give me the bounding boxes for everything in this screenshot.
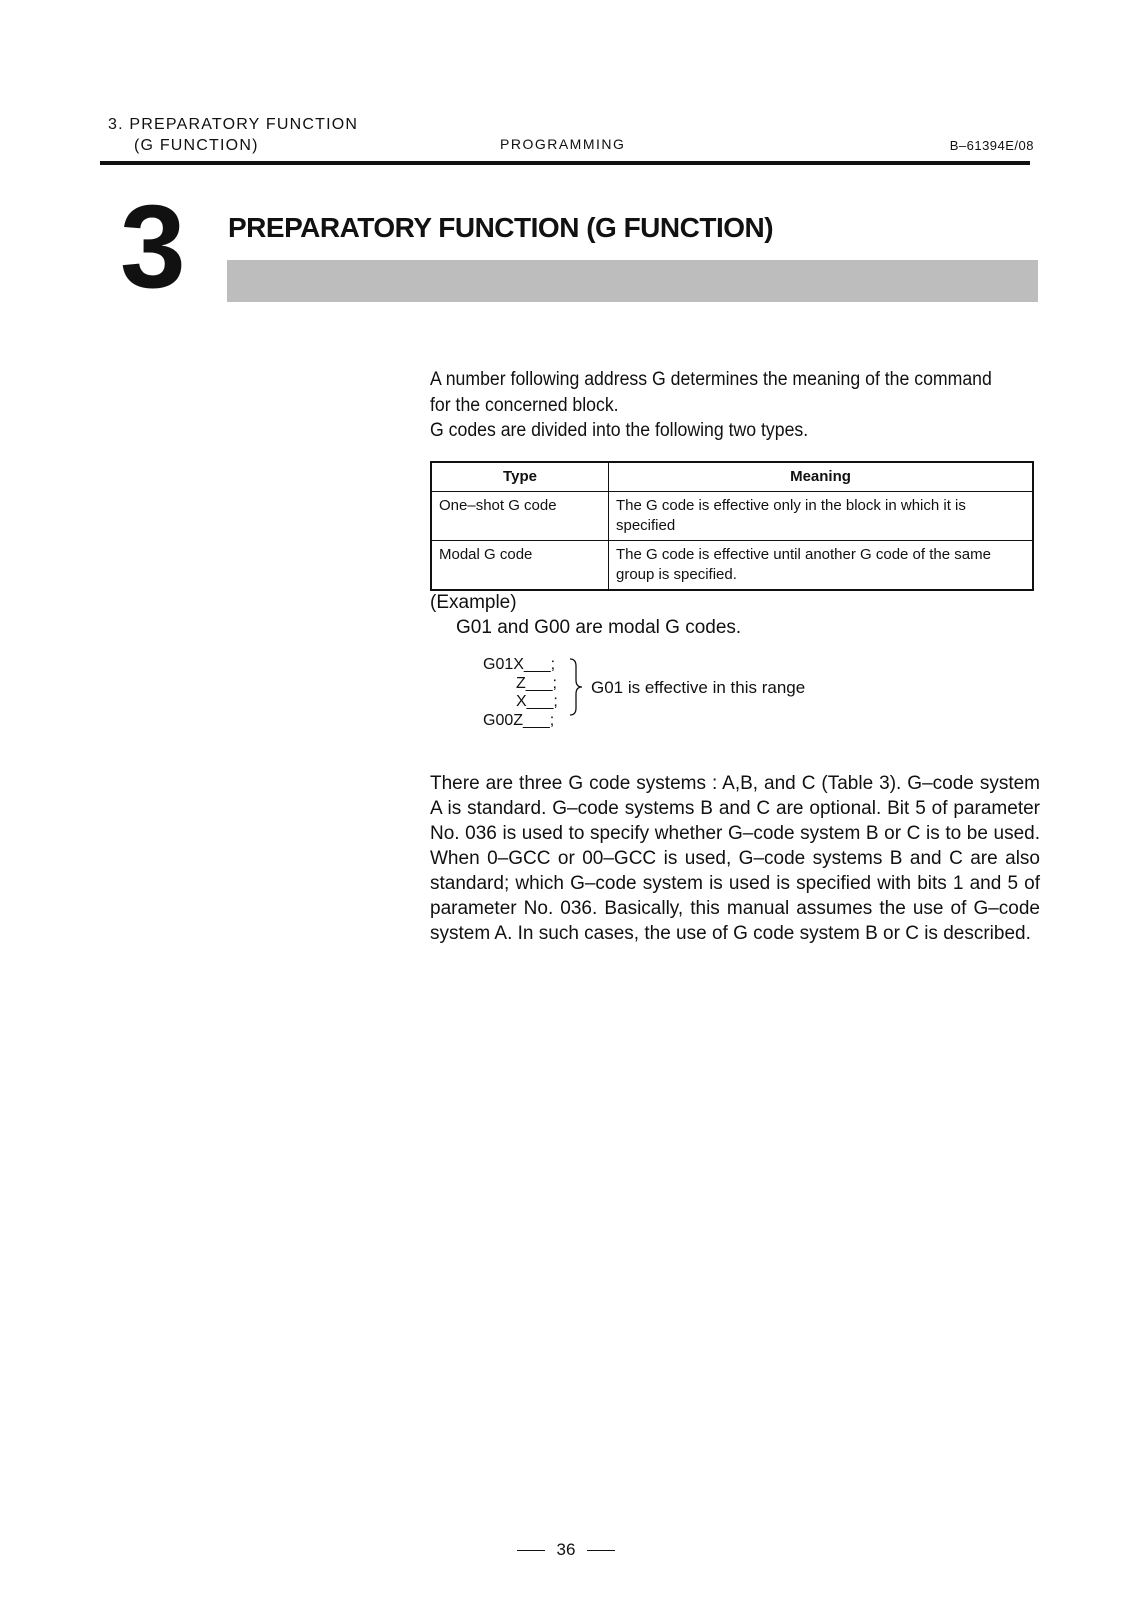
systems-line: There are three G code systems : A,B, and C (Table 3). G–code system bbox=[430, 773, 1040, 794]
header-section-line2: (G FUNCTION) bbox=[134, 137, 259, 154]
range-note: G01 is effective in this range bbox=[591, 678, 806, 697]
g-code-types-table bbox=[430, 461, 1034, 591]
systems-line: system A. In such cases, the use of G code system B or C is described. bbox=[430, 923, 1031, 944]
example-label: (Example) bbox=[430, 592, 517, 613]
table-row bbox=[431, 541, 1033, 591]
header-center-label: PROGRAMMING bbox=[500, 136, 626, 152]
page-number-dash-left bbox=[517, 1550, 545, 1551]
code-line: G01X___; bbox=[483, 656, 556, 673]
code-line: X___; bbox=[516, 693, 558, 710]
running-header-section bbox=[108, 114, 358, 156]
systems-line: A is standard. G–code systems B and C are optional. Bit 5 of parameter bbox=[430, 798, 1040, 819]
chapter-number: 3 bbox=[120, 181, 186, 313]
page-number: 36 bbox=[556, 1540, 576, 1559]
chapter-title-bar bbox=[227, 260, 1038, 302]
header-section-line1: 3. PREPARATORY FUNCTION bbox=[108, 116, 359, 133]
intro-line: A number following address G determines the meaning of the command bbox=[430, 369, 992, 390]
chapter-title: PREPARATORY FUNCTION (G FUNCTION) bbox=[228, 212, 774, 243]
table-header-meaning: Meaning bbox=[609, 462, 1034, 492]
header-rule bbox=[100, 161, 1030, 165]
table-header-row bbox=[431, 462, 1033, 492]
code-line: G00Z___; bbox=[483, 712, 555, 729]
intro-line: for the concerned block. bbox=[430, 394, 619, 416]
table-header-type: Type bbox=[431, 462, 609, 492]
table-cell-type: One–shot G code bbox=[431, 492, 609, 541]
systems-line: standard; which G–code system is used is specified with bits 1 and 5 of bbox=[430, 873, 1040, 894]
systems-line: When 0–GCC or 00–GCC is used, G–code systems B and C are also bbox=[430, 848, 1040, 869]
code-line: Z___; bbox=[516, 675, 557, 692]
systems-line: No. 036 is used to specify whether G–code system B or C is to be used. bbox=[430, 823, 1040, 844]
g-code-systems-paragraph bbox=[430, 771, 1040, 946]
intro-line: G codes are divided into the following two types. bbox=[430, 420, 809, 441]
example-description: G01 and G00 are modal G codes. bbox=[456, 617, 742, 638]
header-doc-id: B–61394E/08 bbox=[949, 138, 1034, 153]
table-cell-meaning: The G code is effective until another G code of the same group is specified. bbox=[609, 541, 1034, 591]
page-footer bbox=[0, 1540, 1132, 1560]
right-brace-icon bbox=[568, 658, 584, 716]
page-number-dash-right bbox=[587, 1550, 615, 1551]
table-row bbox=[431, 492, 1033, 541]
intro-paragraph bbox=[430, 367, 1040, 444]
systems-line: parameter No. 036. Basically, this manual assumes the use of G–code bbox=[430, 898, 1040, 919]
table-cell-type: Modal G code bbox=[431, 541, 609, 591]
table-cell-meaning: The G code is effective only in the block in which it is specified bbox=[609, 492, 1034, 541]
